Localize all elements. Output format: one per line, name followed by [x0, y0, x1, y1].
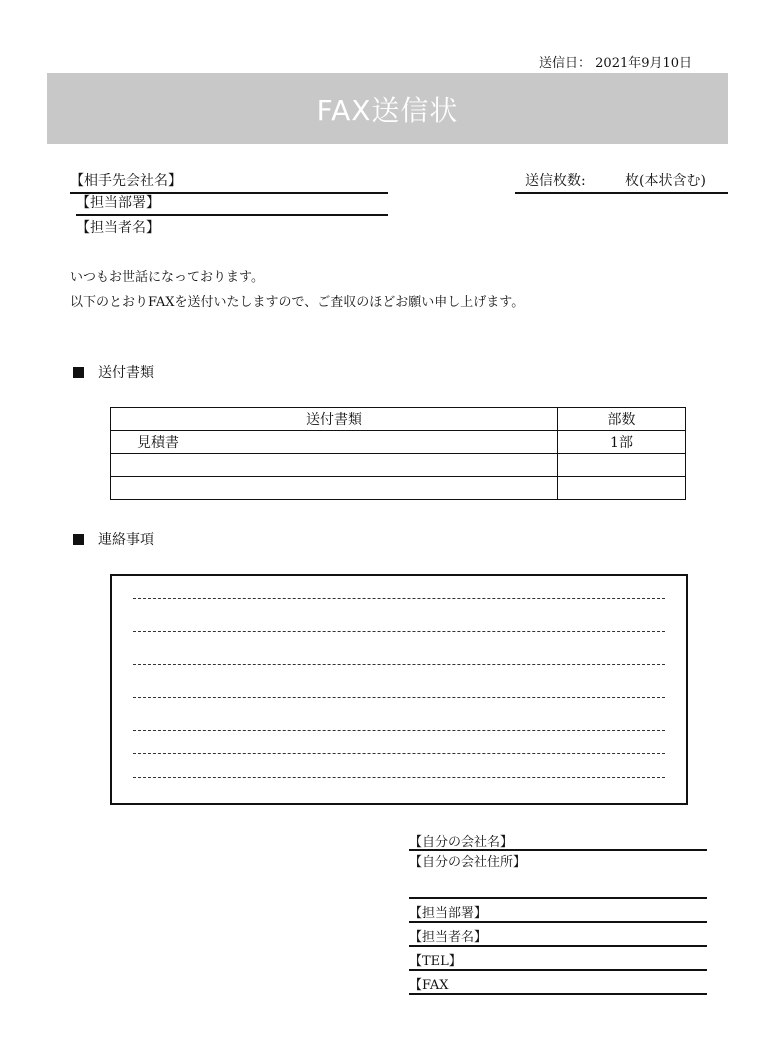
recipient-company: 【相手先会社名】 — [70, 172, 388, 194]
sender-address: 【自分の会社住所】 — [409, 855, 527, 870]
document-cell — [111, 477, 558, 500]
sender-divider — [409, 969, 707, 971]
copies-cell: 1部 — [558, 431, 686, 454]
documents-table — [110, 407, 686, 500]
notes-section-label: 連絡事項 — [98, 532, 154, 548]
document-cell: 見積書 — [111, 431, 558, 454]
sender-company: 【自分の会社名】 — [409, 835, 514, 850]
table-row — [111, 454, 686, 477]
square-bullet-icon — [73, 534, 84, 545]
copies-cell — [558, 454, 686, 477]
square-bullet-icon — [73, 367, 84, 378]
greeting-line-2: 以下のとおりFAXを送付いたしますので、ご査収のほどお願い申し上げます。 — [70, 295, 525, 310]
title-banner — [47, 73, 728, 144]
table-row — [111, 431, 686, 454]
sender-divider — [409, 993, 707, 995]
sender-fax: 【FAX — [409, 978, 449, 993]
copies-cell — [558, 477, 686, 500]
notes-dashed-line — [133, 753, 665, 754]
document-cell — [111, 454, 558, 477]
notes-dashed-line — [133, 664, 665, 665]
sender-divider — [409, 921, 707, 923]
sender-department: 【担当部署】 — [409, 906, 488, 921]
table-row — [111, 477, 686, 500]
recipient-person: 【担当者名】 — [76, 220, 160, 236]
sheet-count — [515, 172, 728, 194]
send-date-value: 2021年9月10日 — [595, 56, 693, 71]
notes-section-title — [73, 529, 154, 549]
notes-dashed-line — [133, 631, 665, 632]
sheet-count-suffix: 枚(本状含む) — [625, 173, 706, 189]
notes-dashed-line — [133, 777, 665, 778]
sender-divider — [409, 897, 707, 899]
recipient-department: 【担当部署】 — [76, 194, 388, 216]
page-title: FAX送信状 — [316, 93, 459, 127]
greeting-line-1: いつもお世話になっております。 — [70, 270, 264, 285]
notes-box — [110, 574, 688, 805]
documents-section-title — [73, 362, 154, 382]
sender-tel: 【TEL】 — [409, 954, 462, 969]
sender-person: 【担当者名】 — [409, 930, 488, 945]
notes-dashed-line — [133, 598, 665, 599]
send-date — [539, 52, 692, 71]
send-date-label: 送信日： — [539, 56, 592, 71]
column-header-copies: 部数 — [558, 408, 686, 431]
notes-dashed-line — [133, 730, 665, 731]
table-header-row — [111, 408, 686, 431]
notes-dashed-line — [133, 697, 665, 698]
column-header-document: 送付書類 — [111, 408, 558, 431]
sheet-count-label: 送信枚数: — [525, 173, 586, 189]
documents-section-label: 送付書類 — [98, 365, 154, 381]
sender-divider — [409, 945, 707, 947]
